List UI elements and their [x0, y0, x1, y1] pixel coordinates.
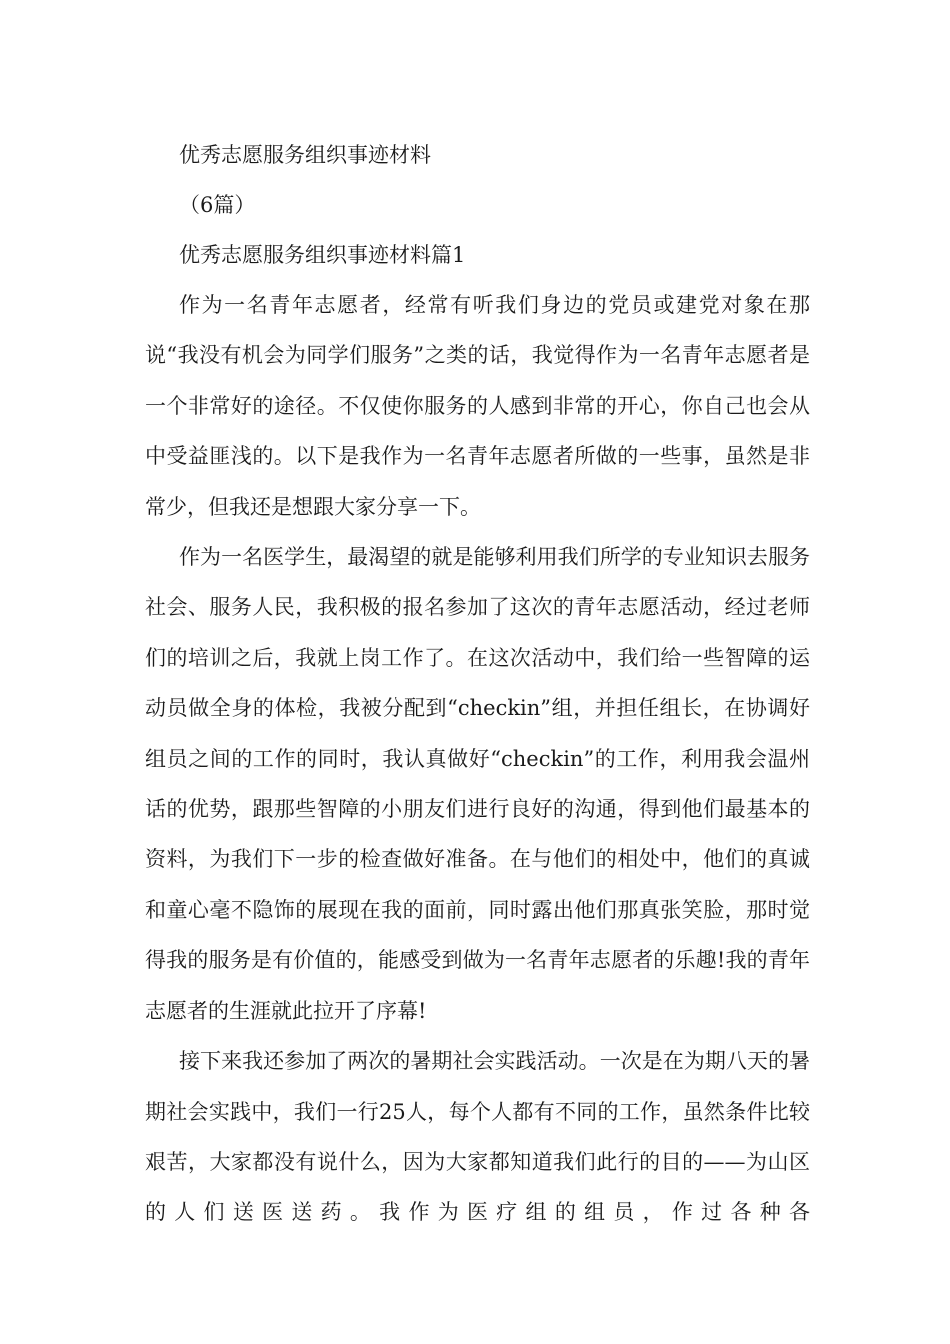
document-body: [145, 130, 810, 1238]
paragraph-1: 作为一名青年志愿者，经常有听我们身边的党员或建党对象在那说“我没有机会为同学们服务”之类的话，我觉得作为一名青年志愿者是一个非常好的途径。不仅使你服务的人感到非常的开心，你自己也会从中受益匪浅的。以下是我作为一名青年志愿者所做的一些事，虽然是非常少，但我还是想跟大家分享一下。: [145, 293, 810, 519]
paragraph-3: 接下来我还参加了两次的暑期社会实践活动。一次是在为期八天的暑期社会实践中，我们一行25人，每个人都有不同的工作，虽然条件比较艰苦，大家都没有说什么，因为大家都知道我们此行的目的——为山区的人们送医送药。我作为医疗组的组员，作过各种各: [145, 1049, 810, 1225]
section-heading: 优秀志愿服务组织事迹材料篇1: [179, 243, 466, 267]
document-title: 优秀志愿服务组织事迹材料: [179, 143, 431, 167]
document-count: （6篇）: [179, 193, 256, 217]
paragraph-2: 作为一名医学生，最渴望的就是能够利用我们所学的专业知识去服务社会、服务人民，我积极的报名参加了这次的青年志愿活动，经过老师们的培训之后，我就上岗工作了。在这次活动中，我们给一些智障的运动员做全身的体检，我被分配到“checkin”组，并担任组长，在协调好组员之间的工作的同时，我认真做好“checkin”的工作，利用我会温州话的优势，跟那些智障的小朋友们进行良好的沟通，得到他们最基本的资料，为我们下一步的检查做好准备。在与他们的相处中，他们的真诚和童心毫不隐饰的展现在我的面前，同时露出他们那真张笑脸，那时觉得我的服务是有价值的，能感受到做为一名青年志愿者的乐趣!我的青年志愿者的生涯就此拉开了序幕!: [145, 545, 810, 1023]
